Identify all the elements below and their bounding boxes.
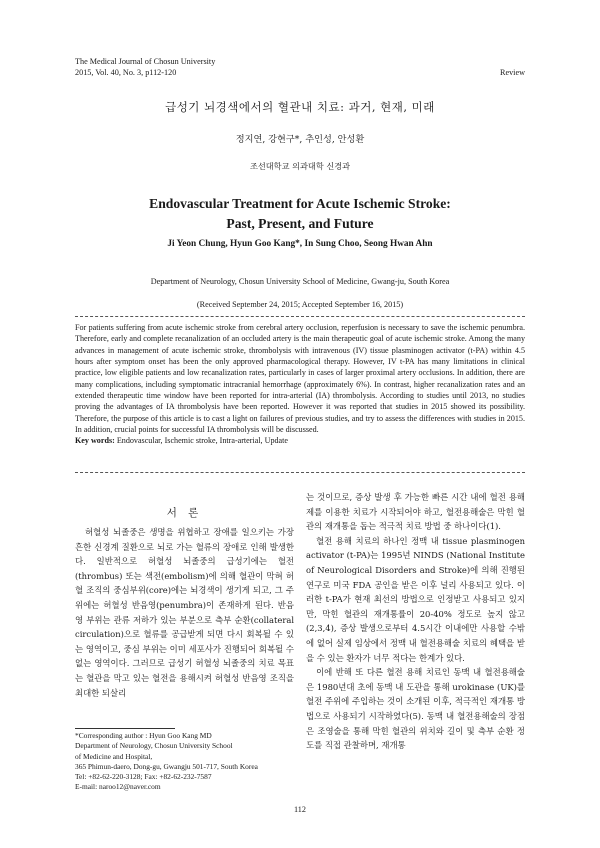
page-number: 112: [294, 805, 306, 814]
footnote-line: *Corresponding author : Hyun Goo Kang MD: [75, 731, 212, 740]
korean-title: 급성기 뇌경색에서의 혈관내 치료: 과거, 현재, 미래: [165, 100, 435, 114]
article-type: Review: [499, 68, 525, 77]
footnote-line: 365 Phimun-daero, Dong-gu, Gwangju 501-717, South Korea: [75, 761, 258, 771]
footnote-line: Department of Neurology, Chosun University School: [75, 741, 233, 751]
footnote-email: E-mail: naroo12@naver.com: [75, 782, 161, 792]
english-title-line2: Past, Present, and Future: [226, 216, 374, 231]
body-paragraph: 는 것이므로, 증상 발생 후 가능한 빠른 시간 내에 혈전 용해제를 이용한 치료가 시작되어야 하고, 혈전용해술은 막힌 혈관의 재개통을 돕는 적극적 치료 방법 중 하나이다(1).: [306, 492, 525, 532]
abstract-top-rule: [75, 316, 525, 317]
footnote-rule: [75, 728, 175, 729]
keywords: Endovascular, Ischemic stroke, Intra-arterial, Update: [116, 436, 288, 446]
abstract: [75, 322, 525, 447]
english-affiliation: Department of Neurology, Chosun University School of Medicine, Gwang-ju, South Korea: [150, 277, 450, 286]
korean-authors: 정지연, 강현구*, 추인성, 안성환: [235, 134, 365, 145]
body-paragraph: 허혈성 뇌졸중은 생명을 위협하고 장애를 일으키는 가장 흔한 신경계 질환으로 뇌로 가는 혈류의 장애로 인해 발생한다. 일반적으로 허혈성 뇌졸중의 급성기에는 혈전(thrombus) 또는 색전(embolism)에 의해 혈관이 막혀 허혈 조직의 중심부위(core)에는 뇌경색이 생기게 되고, 그 주위에는 허혈성 반음영(penumbra)이 존재하게 된다. 반음영 부위는 관류 저하가 있는 부분으로 측부 순환(collateral circulation)으로 혈류를 공급받게 되면 다시 회복될 수 있는 영역이고, 중심 부위는 이미 세포사가 진행되어 회복될 수 없는 영역이다. 그러므로 급성기 허혈성 뇌졸중의 치료 목표는 혈관을 막고 있는 혈전을 용해시켜 허혈성 반음영 조직을 최대한 되살리: [75, 527, 294, 698]
body-paragraph: 혈전 용해 치료의 하나인 정맥 내 tissue plasminogen activator (t-PA)는 1995년 NINDS (National Institute of Neurological Disorders and Stroke)에 의해 진행된 연구로 미국 FDA 공인을 받은 이후 널리 사용되고 있다. 이러한 t-PA가 현재 최선의 방법으로 인정받고 사용되고 있지만, 막힌 혈관의 재개통률이 20-40% 정도로 높지 않고(2,3,4), 증상 발생으로부터 4.5시간 이내에만 사용할 수밖에 없어 실제 임상에서 정맥 내 혈전용해술 치료의 혜택을 받을 수 있는 환자가 너무 적다는 한계가 있다.: [306, 535, 525, 663]
section-heading: 서 론: [166, 507, 203, 519]
left-column: [75, 506, 294, 700]
abstract-text: For patients suffering from acute ischemic stroke from cerebral artery occlusion, reperfusion is necessary to save the ischemic penumbra. Therefore, early and complete recanalization of an occluded artery is the main therapeutic goal of acute ischemic stroke. Among the many advances in management of acute ischemic stroke, thrombolysis with intravenous (IV) tissue plasminogen activator (t-PA) within 4.5 hours after symptom onset has been the only approved pharmacological therapy. However, IV t-PA has many limitations in clinical practice, low eligible patients and low recanalization rates, particularly in cases of larger proximal artery occlusions. In addition, there are many complications, including symptomatic intracranial hemorrhage (approximately 6%). In contrast, higher recanalization rates and an extended therapeutic time window have been reported for intra-arterial (IA) thrombolysis. According to studies until 2013, no studies proving the advantages of IA thrombolysis have been reported. However it was reported that studies in 2015 showed its possibility. Therefore, the purpose of this article is to cast a light on failures of previous studies, and try to assess the differences with studies in 2015. In addition, crucial points for successful IA thrombolysis will be discussed.: [75, 323, 525, 435]
received-dates: (Received September 24, 2015; Accepted September 16, 2015): [196, 300, 404, 309]
korean-affiliation: 조선대학교 의과대학 신경과: [249, 161, 351, 171]
footnote-line: Tel: +82-62-220-3128; Fax: +82-62-232-7587: [75, 772, 212, 782]
keywords-label: Key words:: [75, 436, 115, 446]
english-authors: Ji Yeon Chung, Hyun Goo Kang*, In Sung Choo, Seong Hwan Ahn: [167, 239, 433, 249]
abstract-bottom-rule: [75, 472, 525, 473]
journal-info: [75, 57, 215, 78]
corresponding-author-footnote: [75, 731, 295, 793]
journal-volume: 2015, Vol. 40, No. 3, p112-120: [75, 67, 177, 77]
english-title: [0, 194, 600, 234]
english-title-line1: Endovascular Treatment for Acute Ischemic Stroke:: [149, 196, 451, 211]
footnote-line: of Medicine and Hospital,: [75, 751, 153, 761]
right-column: [306, 490, 525, 753]
journal-name: The Medical Journal of Chosun University: [75, 57, 216, 66]
body-paragraph: 이에 반해 또 다른 혈전 용해 치료인 동맥 내 혈전용해술은 1980년대 초에 동맥 내 도관을 통해 urokinase (UK)를 혈전 주위에 주입하는 것이 소개된 이후, 적극적인 재개통 방법으로 사용되기 시작하였다(5). 동맥 내 혈전용해술의 장점은 조영술을 통해 막힌 혈관의 위치와 길이 및 측부 순환 정도를 직접 관찰하며, 재개통: [306, 667, 525, 751]
